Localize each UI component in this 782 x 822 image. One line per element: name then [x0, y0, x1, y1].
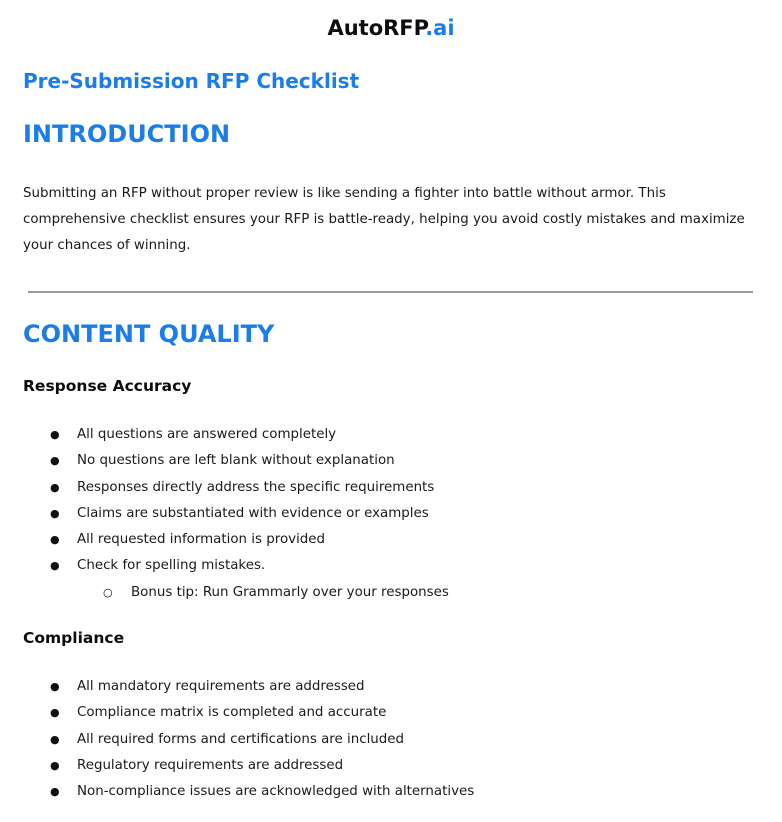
list-item-text: All mandatory requirements are addressed: [77, 679, 365, 694]
document-title: Pre-Submission RFP Checklist: [23, 69, 360, 93]
logo-text: AutoRFP: [327, 16, 426, 40]
brand-logo: [0, 16, 782, 40]
bullet-icon: ●: [50, 758, 60, 772]
list-item-text: Responses directly address the specific requirements: [77, 479, 435, 495]
bullet-icon: ●: [50, 680, 60, 693]
section-divider: [28, 291, 753, 293]
list-item-text: Claims are substantiated with evidence or examples: [77, 505, 429, 521]
bullet-icon: ●: [50, 533, 60, 547]
list-item-text: All required forms and certifications are included: [77, 731, 405, 747]
introduction-heading: INTRODUCTION: [23, 120, 231, 148]
list-item-text: Compliance matrix is completed and accurate: [77, 705, 387, 721]
logo-accent-text: .ai: [425, 16, 455, 40]
introduction-paragraph: Submitting an RFP without proper review is like sending a fighter into battle without armor. This comprehensive checklist ensures your RFP is battle-ready, helping you avoid costly mistakes and maximize your chances of winning.: [23, 186, 745, 253]
bullet-icon: ●: [50, 506, 60, 520]
list-item-text: All questions are answered completely: [77, 427, 337, 442]
list-item-text: No questions are left blank without explanation: [77, 453, 395, 469]
list-item-text: Check for spelling mistakes.: [77, 558, 266, 574]
sub-list-item-text: Bonus tip: Run Grammarly over your responses: [131, 584, 449, 600]
list-item-text: Regulatory requirements are addressed: [77, 757, 344, 773]
bullet-icon: ●: [50, 785, 60, 799]
bullet-icon: ●: [50, 732, 60, 746]
bullet-icon: ●: [50, 454, 60, 468]
bullet-icon: ●: [50, 428, 60, 441]
compliance-heading: Compliance: [23, 629, 125, 647]
hollow-bullet-icon: ○: [103, 585, 113, 599]
list-item-text: All requested information is provided: [77, 532, 326, 548]
bullet-icon: ●: [50, 480, 60, 494]
content-quality-heading: CONTENT QUALITY: [23, 320, 275, 348]
bullet-icon: ●: [50, 559, 60, 573]
list-item-text: Non-compliance issues are acknowledged with alternatives: [77, 784, 475, 800]
bullet-icon: ●: [50, 706, 60, 720]
response-accuracy-heading: Response Accuracy: [23, 377, 192, 395]
